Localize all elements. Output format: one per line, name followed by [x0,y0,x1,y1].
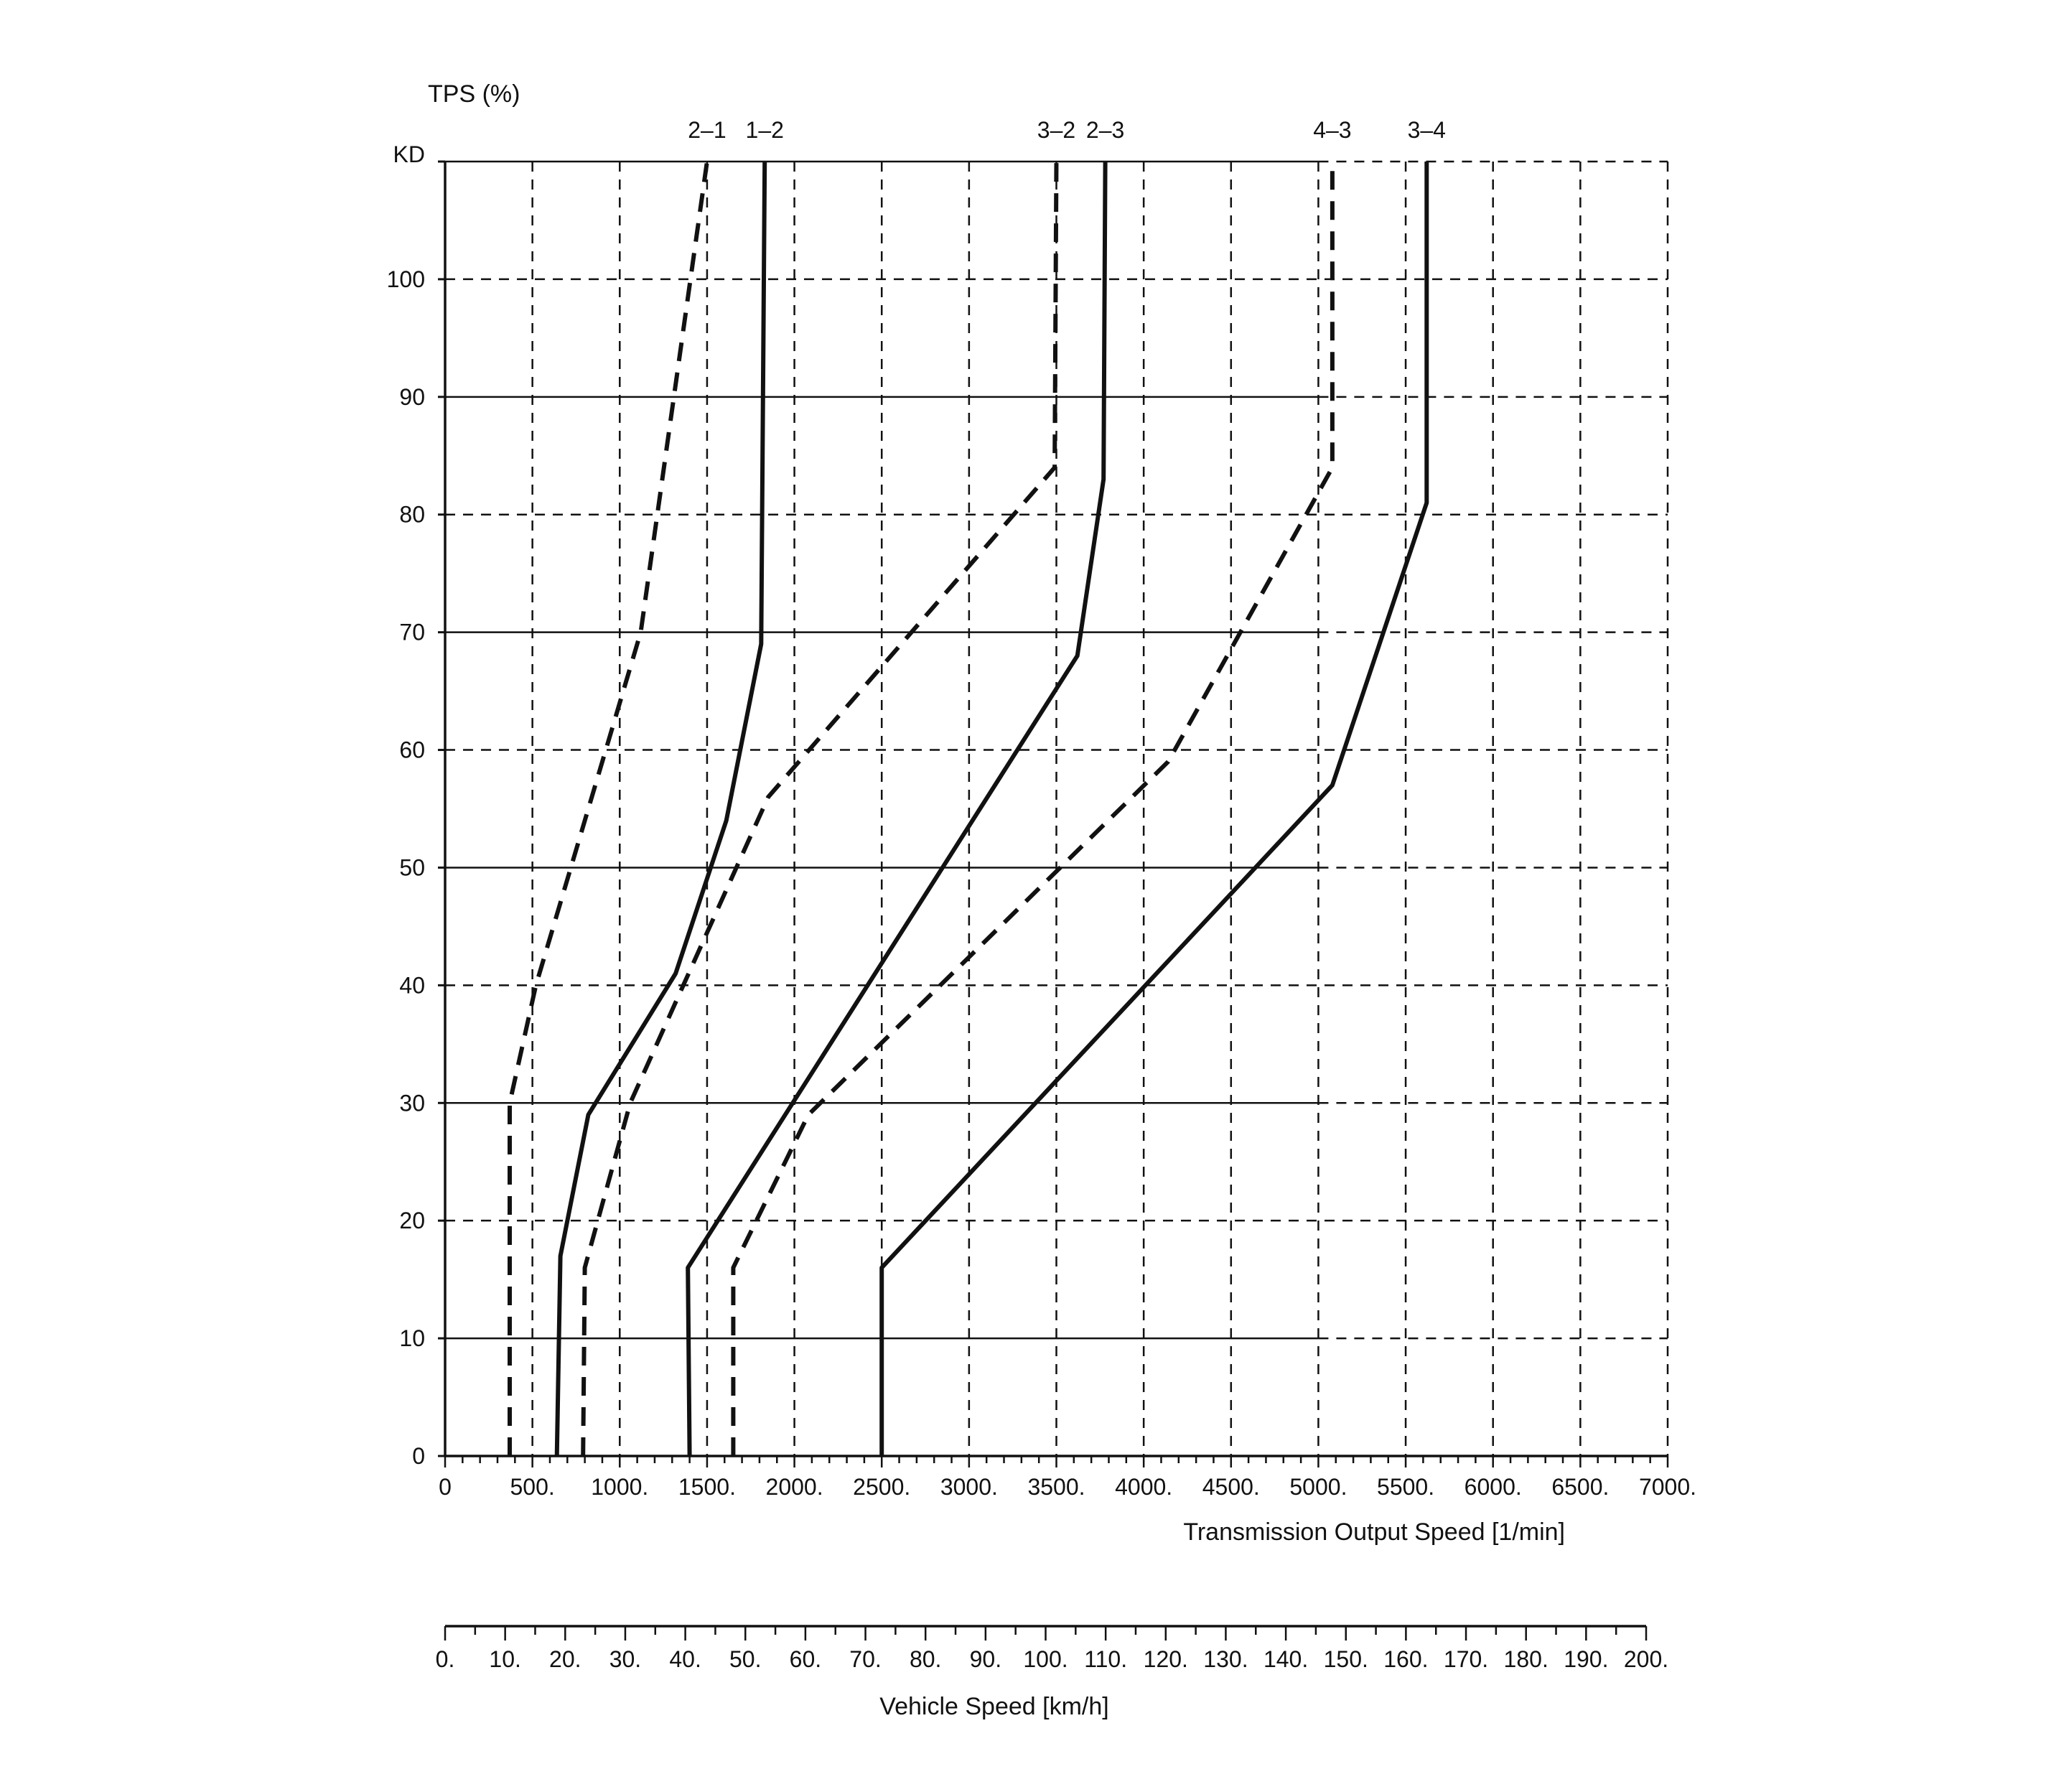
y-tick-label: 50 [399,854,425,881]
secondary-x-tick-label: 190. [1564,1646,1609,1672]
x-tick-label: 6500. [1551,1474,1610,1500]
secondary-x-tick-label: 70. [849,1646,882,1672]
y-tick-label: 40 [399,972,425,999]
y-tick-label: 10 [399,1325,425,1352]
y-axis-title: TPS (%) [428,80,520,108]
series-label-1: 2–1 [688,117,727,143]
secondary-x-tick-label: 20. [549,1646,581,1672]
secondary-x-tick-label: 110. [1084,1646,1128,1672]
axes-layer [438,162,1668,1641]
series-label-6: 3–4 [1407,117,1446,143]
x-tick-label: 500. [510,1474,555,1500]
y-tick-label: 100 [386,266,425,292]
secondary-x-tick-label: 150. [1323,1646,1368,1672]
series-label-2: 1–2 [745,117,784,143]
x-tick-label: 4000. [1115,1474,1173,1500]
y-tick-label: 70 [399,619,425,645]
x-tick-label: 5500. [1377,1474,1435,1500]
y-tick-label: 20 [399,1208,425,1234]
secondary-x-tick-label: 160. [1383,1646,1429,1672]
secondary-x-tick-label: 120. [1143,1646,1188,1672]
series-line-6 [882,162,1426,1456]
secondary-x-tick-label: 10. [489,1646,521,1672]
x-tick-label: 7000. [1638,1474,1697,1500]
secondary-x-tick-label: 90. [969,1646,1002,1672]
secondary-x-tick-label: 170. [1443,1646,1489,1672]
x-tick-label: 3500. [1027,1474,1085,1500]
x-tick-label: 3000. [940,1474,998,1500]
series-line-3 [583,162,1056,1456]
y-tick-label: 0 [412,1443,425,1469]
series-label-5: 4–3 [1313,117,1352,143]
series-line-4 [688,162,1105,1456]
secondary-x-tick-label: 180. [1503,1646,1548,1672]
x-tick-label: 6000. [1464,1474,1522,1500]
y-tick-label: 80 [399,501,425,528]
secondary-x-tick-label: 0. [435,1646,455,1672]
secondary-x-tick-label: 50. [729,1646,762,1672]
secondary-x-tick-label: 100. [1023,1646,1068,1672]
x-tick-label: 4500. [1202,1474,1260,1500]
y-tick-label: 30 [399,1090,425,1116]
series-line-5 [733,162,1332,1456]
secondary-x-tick-label: 60. [789,1646,822,1672]
series-label-3: 3–2 [1037,117,1076,143]
x-tick-label: 1000. [591,1474,649,1500]
labels-layer [387,80,1696,1720]
secondary-x-tick-label: 200. [1623,1646,1669,1672]
x-tick-label: 2500. [853,1474,911,1500]
secondary-x-tick-label: 80. [909,1646,942,1672]
y-tick-label-kd: KD [393,141,425,167]
y-tick-label: 90 [399,383,425,410]
x-axis-title: Transmission Output Speed [1/min] [1183,1518,1565,1546]
secondary-x-tick-label: 30. [609,1646,642,1672]
secondary-x-tick-label: 140. [1263,1646,1309,1672]
secondary-x-tick-label: 40. [669,1646,701,1672]
series-line-1 [510,162,707,1456]
secondary-x-axis-title: Vehicle Speed [km/h] [879,1693,1109,1720]
series-label-4: 2–3 [1085,117,1125,143]
secondary-x-tick-label: 130. [1203,1646,1248,1672]
x-tick-label: 0 [439,1474,452,1500]
y-tick-label: 60 [399,737,425,763]
x-tick-label: 2000. [765,1474,823,1500]
x-tick-label: 5000. [1289,1474,1347,1500]
x-tick-label: 1500. [678,1474,736,1500]
